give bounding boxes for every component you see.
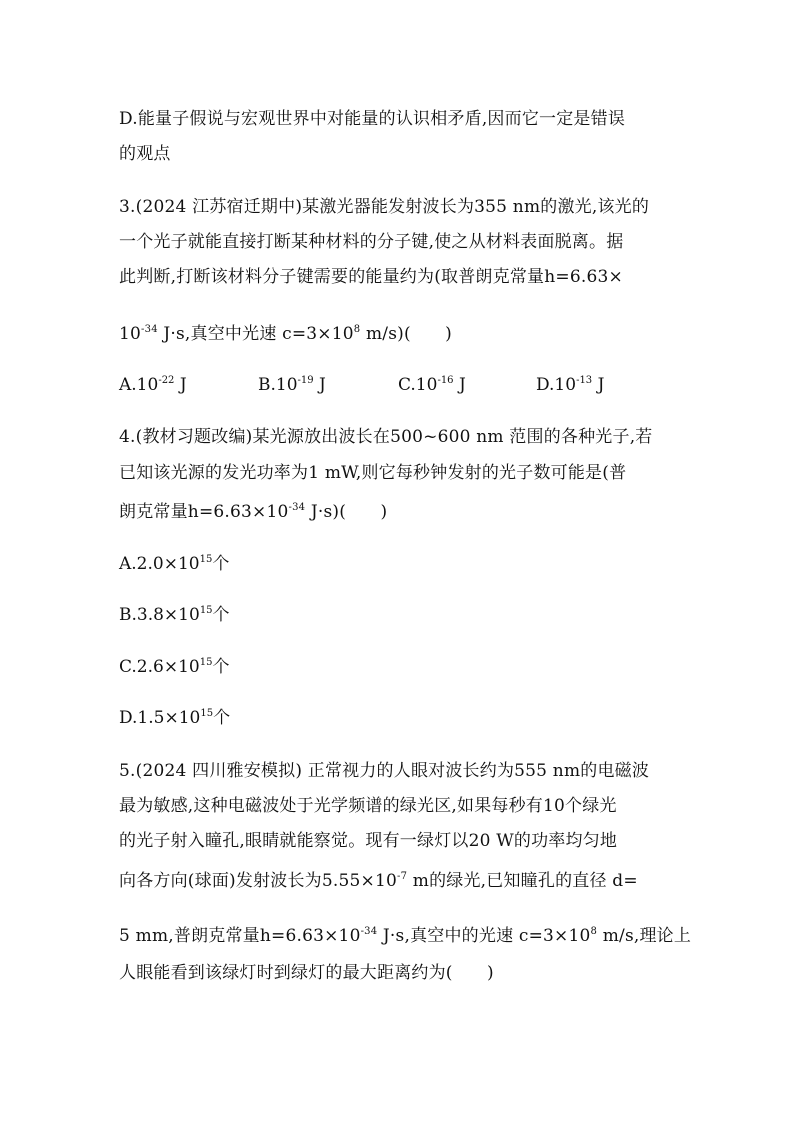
q5-stem-line4: 向各方向(球面)发射波长为$5.55\times 10^{-7}$ m的绿光,已知瞳孔的直径 d= xyxy=(119,871,638,891)
q4-option-d[interactable]: $D.1.5\times 10^{15}$个 xyxy=(119,708,231,728)
q4-stem-line1: 4.(教材习题改编)某光源放出波长在500~600 nm 范围的各种光子,若 xyxy=(119,427,653,447)
q3-stem-line2: 一个光子就能直接打断某种材料的分子键,使之从材料表面脱离。据 xyxy=(119,232,624,252)
q5-stem-line3: 的光子射入瞳孔,眼睛就能察觉。现有一绿灯以20 W的功率均匀地 xyxy=(119,831,618,851)
q5-stem-line5: 5 mm,普朗克常量$h=6.63\times 10^{-34}$ J·s,真空中的光速 $c=3\times 10^8$ m/s,理论上 xyxy=(119,926,692,946)
q5-stem-line6: 人眼能看到该绿灯时到绿灯的最大距离约为( ) xyxy=(119,963,494,983)
q4-option-c[interactable]: $C.2.6\times 10^{15}$个 xyxy=(119,657,230,677)
q4-stem-line2: 已知该光源的发光功率为1 mW,则它每秒钟发射的光子数可能是(普 xyxy=(119,463,627,483)
q5-stem-line1: 5.(2024 四川雅安模拟) 正常视力的人眼对波长约为555 nm的电磁波 xyxy=(119,761,650,781)
q4-stem-line3: 朗克常量$h=6.63\times 10^{-34}$ J·s)( ) xyxy=(119,502,388,522)
q3-option-b[interactable]: $B.10^{-19}$ J xyxy=(258,375,326,395)
q2-option-d-line2: 的观点 xyxy=(119,144,171,164)
q2-option-d-line1: D.能量子假说与宏观世界中对能量的认识相矛盾,因而它一定是错误 xyxy=(119,109,626,129)
q3-stem-line3: 此判断,打断该材料分子键需要的能量约为(取普朗克常量h=6.63× xyxy=(119,267,623,287)
q3-stem-line4: $10^{-34}$ J·s,真空中光速 $c=3\times 10^8$ m/s)( ) xyxy=(119,324,453,344)
q3-stem-line1: 3.(2024 江苏宿迁期中)某激光器能发射波长为355 nm的激光,该光的 xyxy=(119,197,650,217)
q4-option-a[interactable]: $A.2.0\times 10^{15}$个 xyxy=(119,554,230,574)
q3-option-c[interactable]: $C.10^{-16}$ J xyxy=(398,375,466,395)
q3-option-a[interactable]: $A.10^{-22}$ J xyxy=(119,375,187,395)
q5-stem-line2: 最为敏感,这种电磁波处于光学频谱的绿光区,如果每秒有10个绿光 xyxy=(119,796,617,816)
q3-option-d[interactable]: $D.10^{-13}$ J xyxy=(536,375,605,395)
q4-option-b[interactable]: $B.3.8\times 10^{15}$个 xyxy=(119,605,230,625)
